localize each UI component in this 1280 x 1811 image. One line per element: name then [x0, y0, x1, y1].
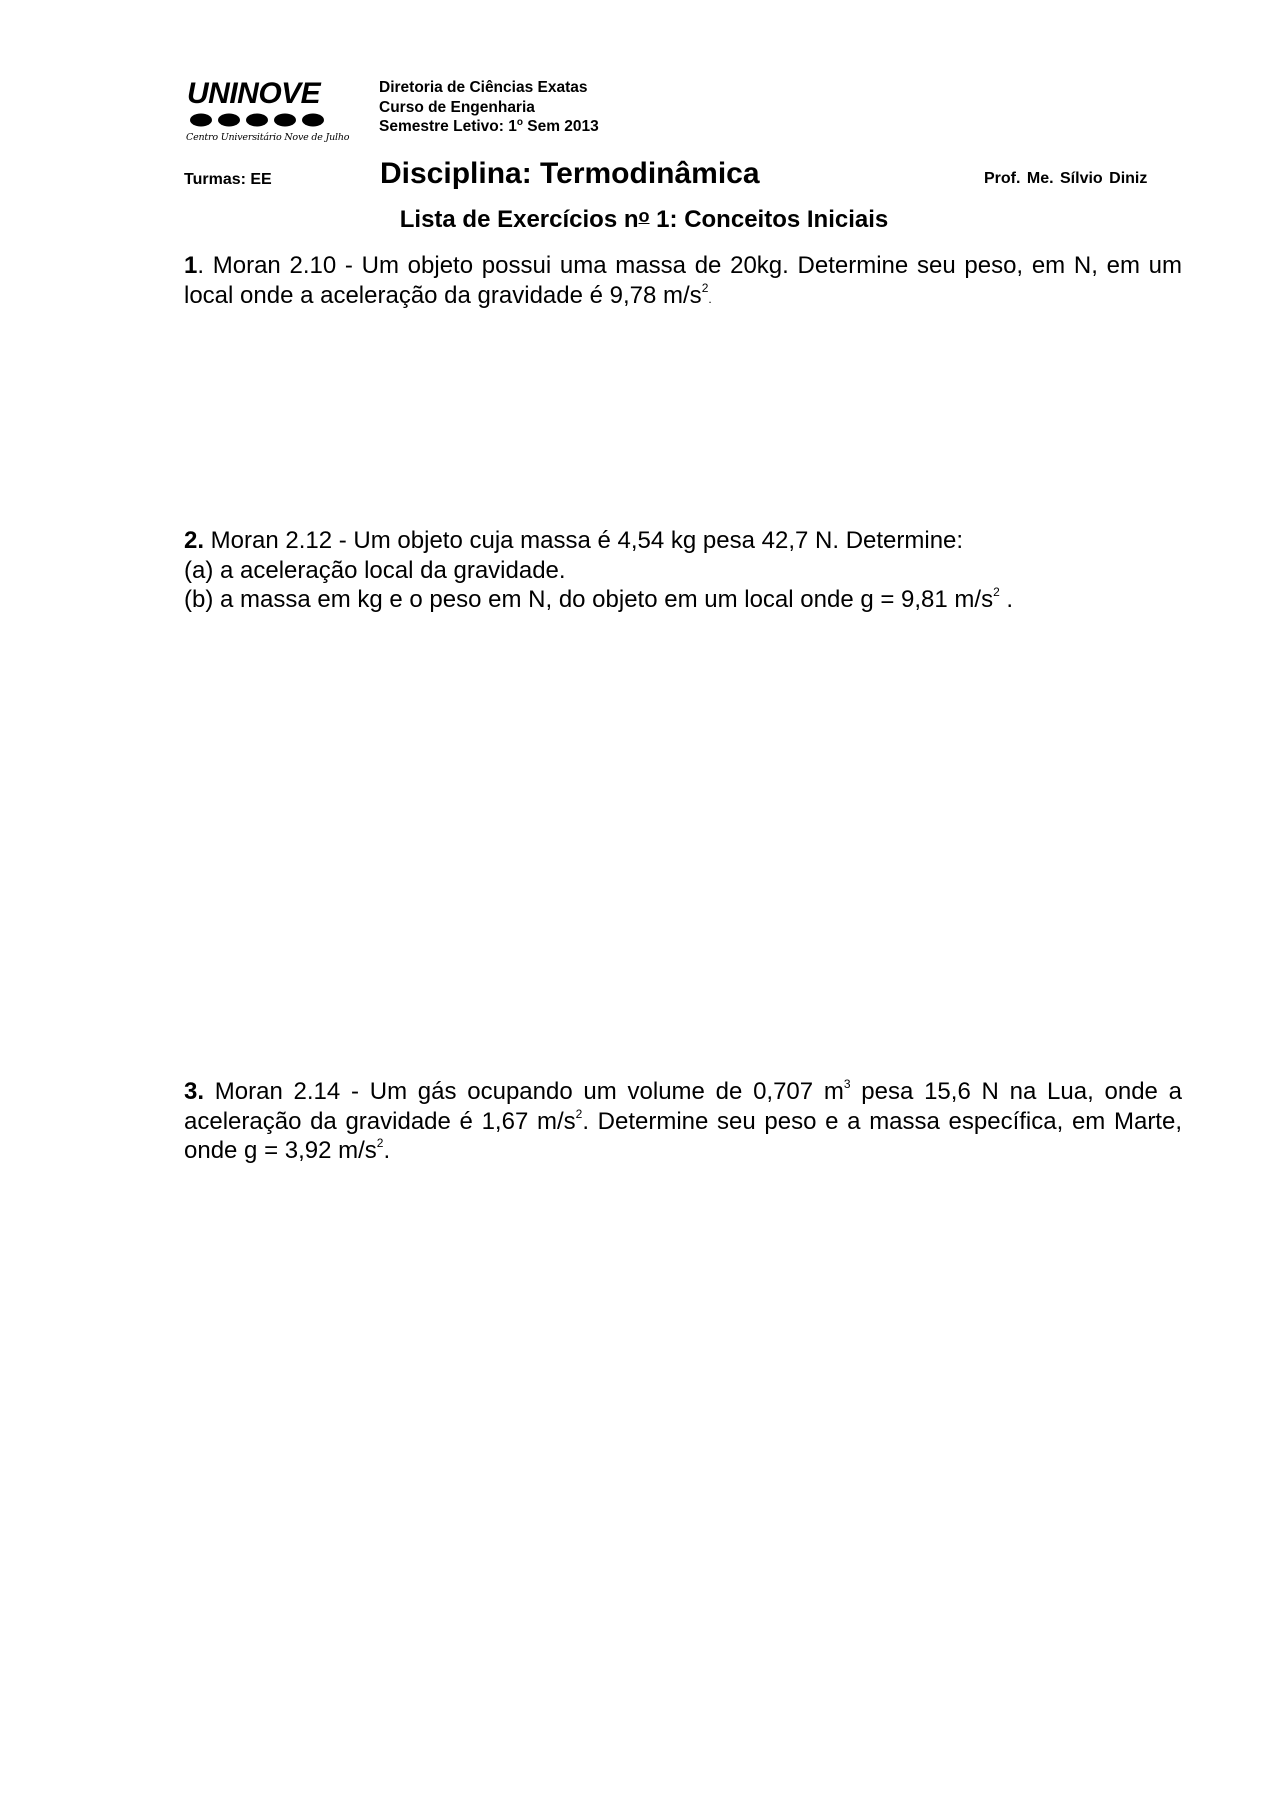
exercise-1	[184, 251, 1182, 314]
logo-dots-icon	[190, 113, 324, 127]
institution-line-2: Curso de Engenharia	[379, 98, 535, 116]
class-label: Turmas: EE	[184, 171, 272, 188]
exercise-2-item-b-text: (b) a massa em kg e o peso em N, do objeto em um local onde g = 9,81 m/s	[184, 586, 994, 613]
exercise-3-exponent-volume: 3	[843, 1077, 851, 1091]
exercise-3-text	[184, 1077, 1182, 1166]
logo-wordmark: UNINOVE	[187, 77, 321, 110]
course-title: Disciplina: Termodinâmica	[380, 157, 760, 190]
semester-ordinal: o	[516, 117, 523, 128]
exercise-3-body-c: . Determine seu peso e a massa específica, em Marte, onde g = 3,92 m/s	[184, 1107, 1182, 1164]
exercise-1-exponent: 2	[701, 280, 709, 295]
exercise-2-item-b-end: .	[999, 586, 1014, 613]
exercise-1-text	[184, 251, 1182, 314]
institution-block	[379, 78, 599, 137]
exercise-2-exponent: 2	[993, 585, 1000, 599]
professor-name: Prof. Me. Sílvio Diniz	[984, 170, 1148, 187]
exercise-2-item-a: (a) a aceleração local da gravidade.	[184, 556, 566, 584]
list-title	[0, 205, 1280, 235]
list-title-start: Lista de Exercícios n	[399, 206, 639, 233]
uninove-logo	[184, 77, 350, 148]
exercise-2-item-b	[184, 585, 1182, 615]
exercise-3-body-a: Moran 2.14 - Um gás ocupando um volume de 0,707 m	[204, 1078, 844, 1105]
semester-year: Sem 2013	[522, 118, 599, 135]
exercise-3-body-b: pesa 15,6 N na Lua, onde a aceleração da gravidade é 1,67 m/s	[184, 1078, 1182, 1135]
list-title-end: 1: Conceitos Iniciais	[649, 206, 889, 233]
semester-label: Semestre Letivo: 1	[379, 118, 517, 135]
exercise-3-end: .	[383, 1137, 391, 1164]
exercise-3-number: 3.	[184, 1078, 205, 1105]
exercise-2-body: Moran 2.12 - Um objeto cuja massa é 4,54 kg pesa 42,7 N. Determine:	[204, 527, 964, 554]
logo-tagline: Centro Universitário Nove de Julho	[186, 132, 350, 143]
list-title-ordinal: o	[638, 206, 650, 226]
exercise-3-exponent-mars: 2	[376, 1136, 384, 1150]
exercise-3	[184, 1077, 1182, 1166]
exercise-2	[184, 526, 1182, 615]
exercise-1-end: .	[708, 291, 712, 306]
institution-line-1: Diretoria de Ciências Exatas	[379, 79, 588, 96]
exercise-2-number: 2.	[184, 527, 205, 554]
exercise-1-number: 1	[184, 252, 198, 279]
exercise-2-intro	[184, 526, 1182, 556]
institution-line-3	[379, 117, 599, 137]
exercise-1-body: . Moran 2.10 - Um objeto possui uma massa de 20kg. Determine seu peso, em N, em um local onde a aceleração da gravidade é 9,78 m/s	[184, 252, 1182, 309]
exercise-3-exponent-moon: 2	[575, 1106, 583, 1121]
